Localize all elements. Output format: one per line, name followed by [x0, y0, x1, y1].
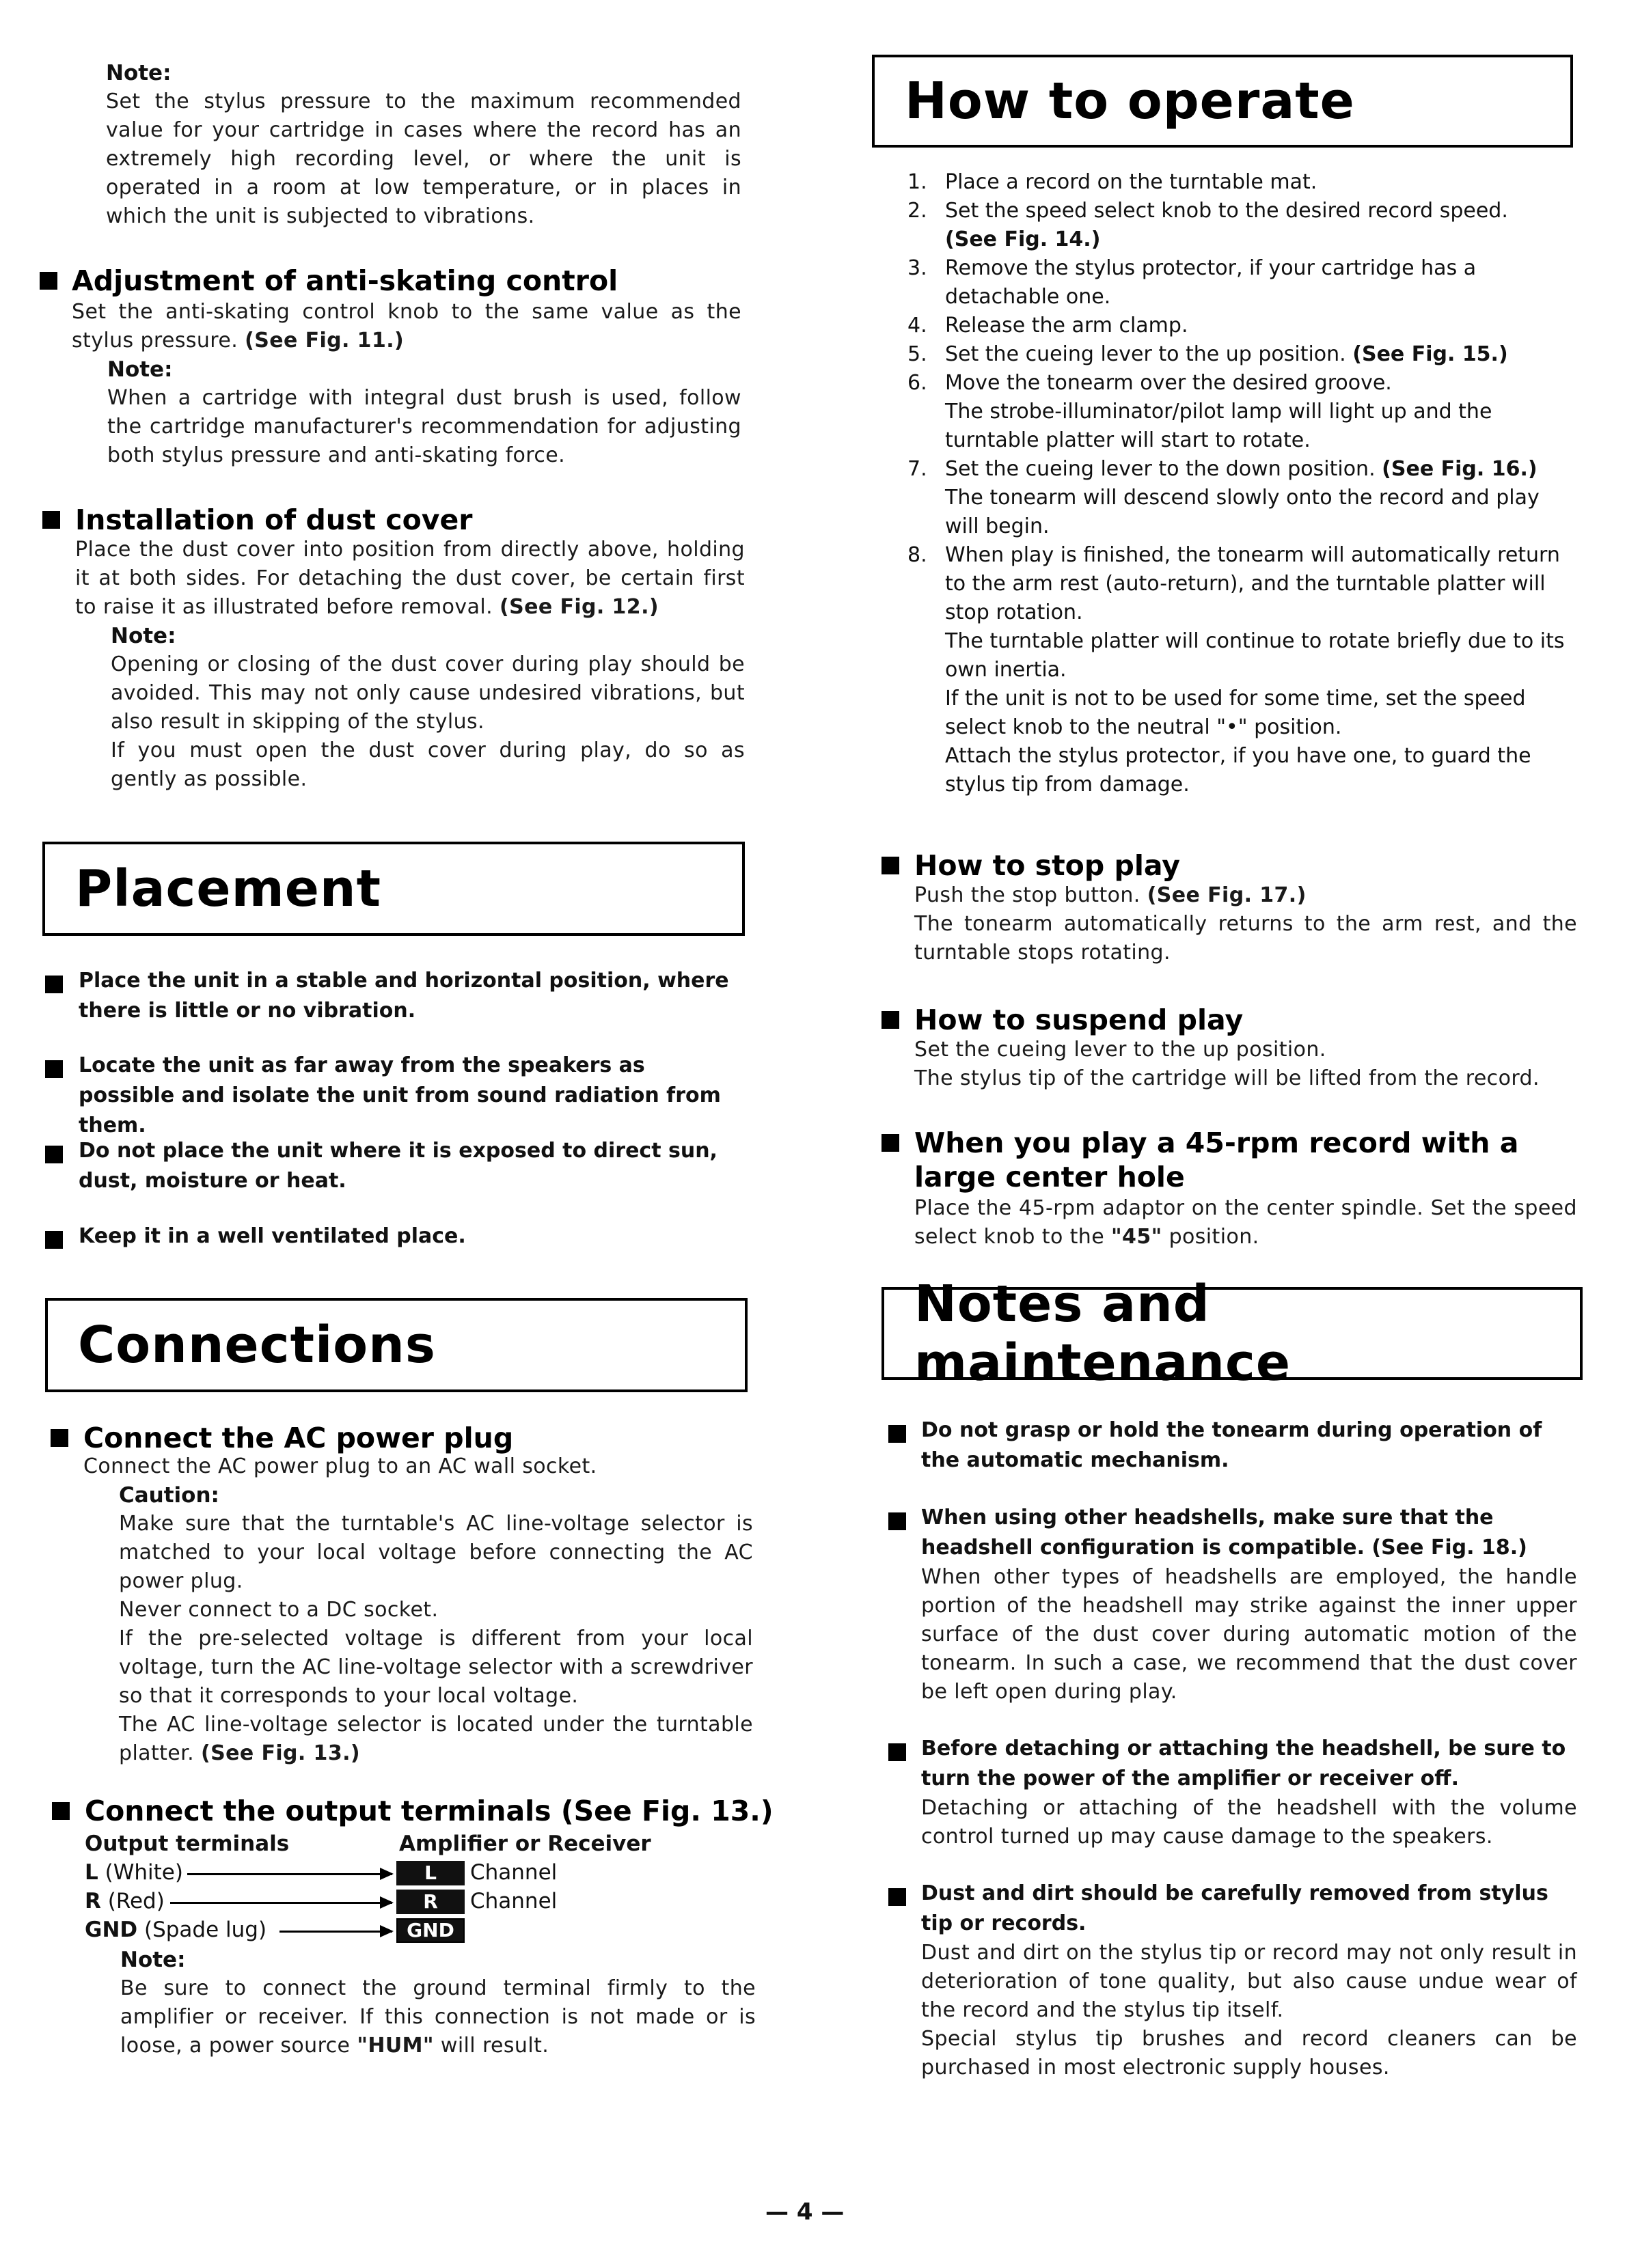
- intro-note: [106, 59, 741, 231]
- rpm45-section: [914, 1194, 1577, 1251]
- connections-title-box: [45, 1298, 748, 1392]
- anti-skating-section: [72, 298, 741, 470]
- dust-cover-text: Place the dust cover into position from directly above, holding it at both sides. For detaching the dust cover, be certain first to raise it as illustrated before removal.: [75, 538, 745, 619]
- how-to-operate-title-box: [872, 55, 1573, 148]
- stop-play-text: Push the stop button.: [914, 883, 1140, 907]
- bullet-icon: [882, 857, 899, 874]
- step-item: 6. Move the tonearm over the desired groove. The strobe-illuminator/pilot lamp will light up and the turntable platter will start to rotate.: [907, 371, 1492, 452]
- channel-chip-r: R: [396, 1890, 465, 1914]
- bullet-icon: [51, 1429, 68, 1447]
- step-item: 3. Remove the stylus protector, if your cartridge has a detachable one.: [907, 256, 1477, 309]
- hum-label: "HUM": [357, 2034, 434, 2058]
- bullet-icon: [45, 1231, 63, 1249]
- terminal-diagram: [85, 1829, 754, 1942]
- connections-title: Connections: [78, 1316, 436, 1374]
- fig-11-ref: (See Fig. 11.): [245, 329, 405, 352]
- placement-title-box: [42, 842, 745, 936]
- terminal-gnd: GND (Spade lug): [85, 1918, 267, 1942]
- channel-label: Channel: [470, 1860, 558, 1885]
- how-to-operate-title: How to operate: [905, 72, 1355, 130]
- caution-text: The AC line-voltage selector is located under the turntable platter.: [119, 1713, 753, 1765]
- maintenance-item-body: When other types of headshells are employed, the handle portion of the headshell may strike against the inner upper surface of the dust cover during automatic motion of the tonearm. In such a case, we recommend that the dust cover be left open during play.: [921, 1565, 1577, 1704]
- maintenance-title-box: [882, 1275, 1583, 1392]
- output-note-text-end: will result.: [440, 2034, 549, 2058]
- maintenance-item: [921, 1879, 1577, 2082]
- channel-chip-l: L: [396, 1861, 465, 1885]
- step-item: 4. Release the arm clamp.: [907, 314, 1188, 337]
- bullet-icon: [882, 1011, 899, 1029]
- dust-cover-note-2: If you must open the dust cover during play, do so as gently as possible.: [111, 738, 745, 791]
- maintenance-item: [921, 1503, 1577, 1706]
- rpm45-text-end: position.: [1168, 1225, 1259, 1249]
- placement-item: Place the unit in a stable and horizontal position, where there is little or no vibration.: [79, 969, 729, 1023]
- maintenance-item-body: Special stylus tip brushes and record cleaners can be purchased in most electronic supply houses.: [921, 2027, 1577, 2079]
- fig-12-ref: (See Fig. 12.): [499, 595, 659, 619]
- stop-play-heading: How to stop play: [914, 849, 1180, 882]
- anti-skating-heading: Adjustment of anti-skating control: [72, 264, 618, 297]
- maintenance-item-body: Detaching or attaching of the headshell with the volume control turned up may cause damage to the speakers.: [921, 1796, 1577, 1849]
- maintenance-title: Notes and maintenance: [914, 1275, 1292, 1392]
- placement-item: Locate the unit as far away from the speakers as possible and isolate the unit from sound radiation from them.: [79, 1053, 721, 1137]
- step-item: 2. Set the speed select knob to the desired record speed. (See Fig. 14.): [907, 199, 1508, 251]
- dust-cover-heading: Installation of dust cover: [75, 503, 473, 536]
- ac-plug-text: Connect the AC power plug to an AC wall socket.: [83, 1454, 597, 1478]
- bullet-icon: [45, 1060, 63, 1078]
- maintenance-item-head: When using other headshells, make sure that the headshell configuration is compatible. (See Fig. 18.): [921, 1506, 1527, 1560]
- step-item: 8. When play is finished, the tonearm will automatically return to the arm rest (auto-return), and the turntable platter will stop rotation. The turntable platter will continue to rotate briefly due to its own inertia. If the unit is not to be used for some time, set the speed select knob to the neutral "•" position. Attach the stylus protector, if you have one, to guard the stylus tip from damage.: [907, 543, 1565, 797]
- caution-text: Never connect to a DC socket.: [119, 1598, 439, 1622]
- fig-17-ref: (See Fig. 17.): [1147, 883, 1307, 907]
- page-number: — 4 —: [765, 2198, 845, 2226]
- placement-title: Placement: [75, 859, 381, 918]
- maintenance-item-head: Do not grasp or hold the tonearm during operation of the automatic mechanism.: [921, 1418, 1542, 1472]
- bullet-icon: [888, 1512, 906, 1530]
- maintenance-item-body: Dust and dirt on the stylus tip or record may not only result in deterioration of tone quality, but also cause undue wear of the record and the stylus tip itself.: [921, 1941, 1577, 2022]
- note-label: Note:: [120, 1948, 186, 1972]
- suspend-play-text-2: The stylus tip of the cartridge will be lifted from the record.: [914, 1066, 1540, 1090]
- output-note-text: Be sure to connect the ground terminal firmly to the amplifier or receiver. If this connection is not made or is loose, a power source: [120, 1976, 756, 2058]
- anti-skating-text: Set the anti-skating control knob to the same value as the stylus pressure.: [72, 300, 741, 352]
- amplifier-header: Amplifier or Receiver: [399, 1831, 651, 1856]
- arrow-right-icon: [187, 1873, 392, 1875]
- step-item: 7. Set the cueing lever to the down position. (See Fig. 16.) The tonearm will descend slowly onto the record and play will begin.: [907, 457, 1540, 538]
- caution-label: Caution:: [119, 1483, 219, 1508]
- channel-chip-gnd: GND: [396, 1918, 465, 1943]
- bullet-icon: [40, 272, 57, 290]
- bullet-icon: [45, 1146, 63, 1163]
- note-text: Set the stylus pressure to the maximum recommended value for your cartridge in cases where the record has an extremely high recording level, or where the unit is operated in a room at low temperature, or in places in which the unit is subjected to vibrations.: [106, 89, 741, 228]
- maintenance-item-head: Before detaching or attaching the headshell, be sure to turn the power of the amplifier or receiver off.: [921, 1737, 1566, 1790]
- operate-steps: [907, 168, 1577, 799]
- bullet-icon: [888, 1743, 906, 1761]
- output-terminals-heading: Connect the output terminals (See Fig. 13.): [85, 1795, 774, 1827]
- placement-item: Do not place the unit where it is exposed to direct sun, dust, moisture or heat.: [79, 1139, 718, 1193]
- terminal-r: R (Red): [85, 1889, 165, 1913]
- anti-skating-note: When a cartridge with integral dust brush is used, follow the cartridge manufacturer's recommendation for adjusting both stylus pressure and anti-skating force.: [107, 386, 741, 467]
- bullet-icon: [42, 511, 60, 529]
- bullet-icon: [52, 1802, 70, 1820]
- note-label: Note:: [106, 61, 172, 85]
- bullet-icon: [45, 976, 63, 993]
- bullet-icon: [888, 1425, 906, 1443]
- channel-label: Channel: [470, 1889, 558, 1913]
- suspend-play-heading: How to suspend play: [914, 1004, 1244, 1036]
- arrow-right-icon: [170, 1902, 392, 1904]
- rpm45-position: "45": [1111, 1225, 1162, 1249]
- rpm45-heading: When you play a 45-rpm record with a large center hole: [914, 1126, 1519, 1193]
- ac-plug-section: [83, 1452, 753, 1768]
- placement-item: Keep it in a well ventilated place.: [79, 1224, 466, 1248]
- bullet-icon: [882, 1134, 899, 1152]
- stop-play-section: [914, 881, 1577, 967]
- dust-cover-note-1: Opening or closing of the dust cover during play should be avoided. This may not only cause undesired vibrations, but also result in skipping of the stylus.: [111, 652, 745, 734]
- stop-play-text-2: The tonearm automatically returns to the arm rest, and the turntable stops rotating.: [914, 912, 1577, 965]
- fig-13-ref: (See Fig. 13.): [201, 1741, 361, 1765]
- rpm45-text: Place the 45-rpm adaptor on the center spindle. Set the speed select knob to the: [914, 1196, 1577, 1249]
- suspend-play-text: Set the cueing lever to the up position.: [914, 1038, 1326, 1062]
- maintenance-item-head: Dust and dirt should be carefully removed from stylus tip or records.: [921, 1881, 1548, 1935]
- step-item: 5. Set the cueing lever to the up position. (See Fig. 15.): [907, 342, 1508, 366]
- caution-text: If the pre-selected voltage is different from your local voltage, turn the AC line-voltage selector with a screwdriver so that it corresponds to your local voltage.: [119, 1627, 753, 1708]
- terminal-l: L (White): [85, 1860, 183, 1885]
- maintenance-item: [921, 1734, 1577, 1851]
- dust-cover-section: [75, 536, 745, 794]
- note-label: Note:: [111, 624, 176, 648]
- bullet-icon: [888, 1888, 906, 1906]
- maintenance-item: [921, 1415, 1577, 1476]
- note-label: Note:: [107, 357, 173, 382]
- arrow-right-icon: [279, 1931, 392, 1933]
- ac-plug-heading: Connect the AC power plug: [83, 1422, 514, 1454]
- step-item: 1. Place a record on the turntable mat.: [907, 170, 1317, 194]
- output-note: [120, 1946, 756, 2060]
- suspend-play-section: [914, 1036, 1577, 1093]
- caution-text: Make sure that the turntable's AC line-voltage selector is matched to your local voltage before connecting the AC power plug.: [119, 1512, 753, 1593]
- output-terminals-header: Output terminals: [85, 1831, 290, 1856]
